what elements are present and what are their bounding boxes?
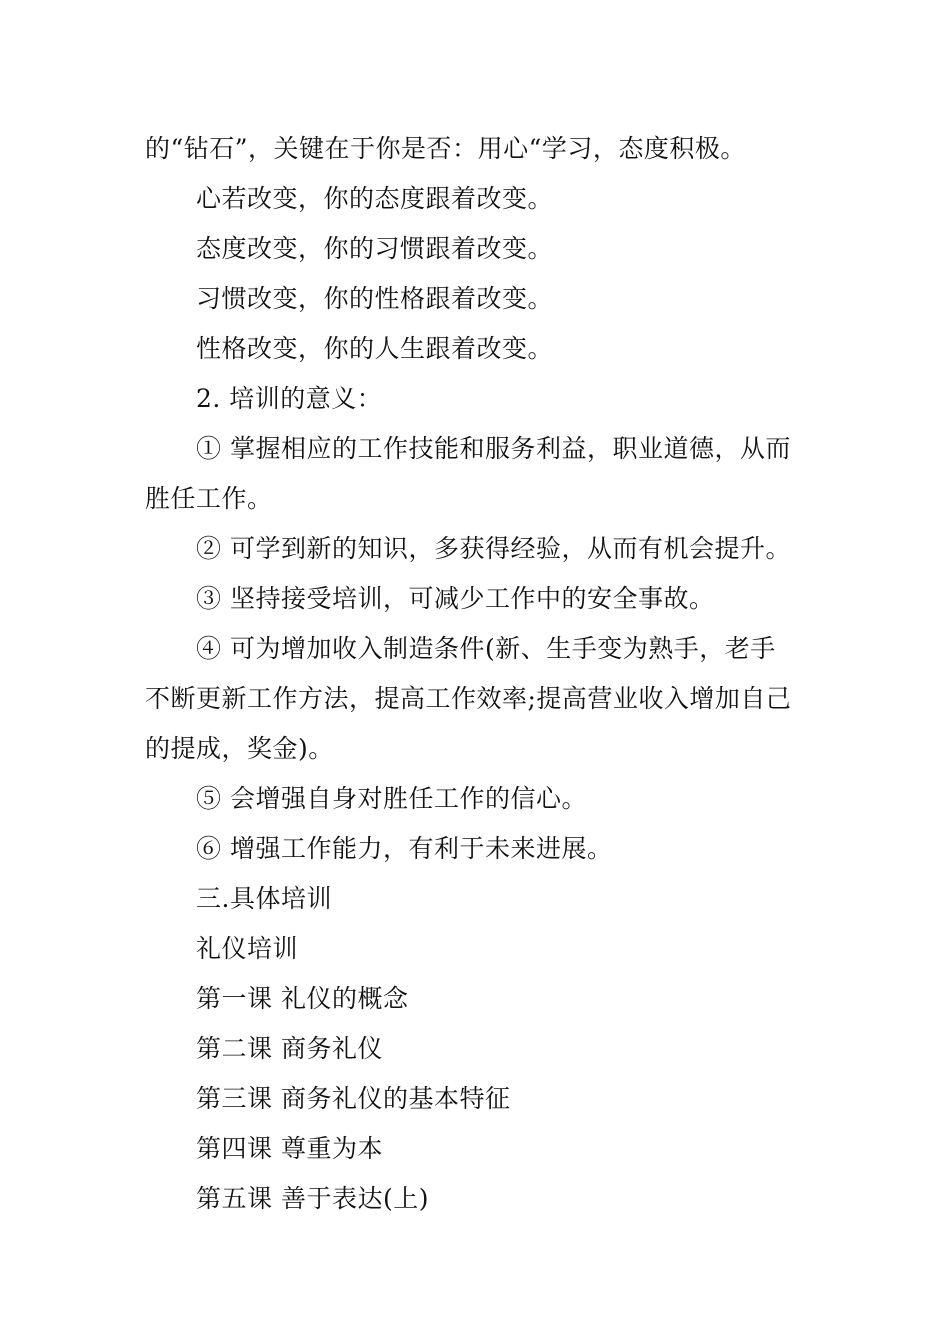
section-heading: 三.具体培训	[196, 884, 332, 913]
paragraph-line: 心若改变，你的态度跟着改变。	[196, 184, 554, 213]
list-item-continuation: 的提成，奖金)。	[145, 734, 334, 763]
subsection-heading: 礼仪培训	[196, 934, 299, 963]
lesson-item: 第三课 商务礼仪的基本特征	[196, 1084, 511, 1113]
lesson-item: 第四课 尊重为本	[196, 1134, 383, 1163]
list-item: ① 掌握相应的工作技能和服务利益，职业道德，从而	[196, 434, 791, 463]
list-item-continuation: 胜任工作。	[145, 484, 273, 513]
lesson-item: 第二课 商务礼仪	[196, 1034, 383, 1063]
document-body	[145, 124, 810, 1224]
list-item: ② 可学到新的知识，多获得经验，从而有机会提升。	[196, 534, 791, 563]
paragraph-line: 态度改变，你的习惯跟着改变。	[196, 234, 554, 263]
list-item-continuation: 不断更新工作方法，提高工作效率;提高营业收入增加自己	[145, 684, 792, 713]
list-item: ④ 可为增加收入制造条件(新、生手变为熟手，老手	[196, 634, 776, 663]
list-item: ③ 坚持接受培训，可减少工作中的安全事故。	[196, 584, 715, 613]
paragraph-line: 习惯改变，你的性格跟着改变。	[196, 284, 554, 313]
lesson-item: 第五课 善于表达(上)	[196, 1184, 429, 1213]
list-item: ⑤ 会增强自身对胜任工作的信心。	[196, 784, 587, 813]
paragraph-continuation: 的“钻石”，关键在于你是否：用心“学习，态度积极。	[145, 134, 746, 163]
list-item: ⑥ 增强工作能力，有利于未来进展。	[196, 834, 613, 863]
lesson-item: 第一课 礼仪的概念	[196, 984, 409, 1013]
section-heading: 2. 培训的意义：	[196, 384, 383, 413]
paragraph-line: 性格改变，你的人生跟着改变。	[196, 334, 554, 363]
